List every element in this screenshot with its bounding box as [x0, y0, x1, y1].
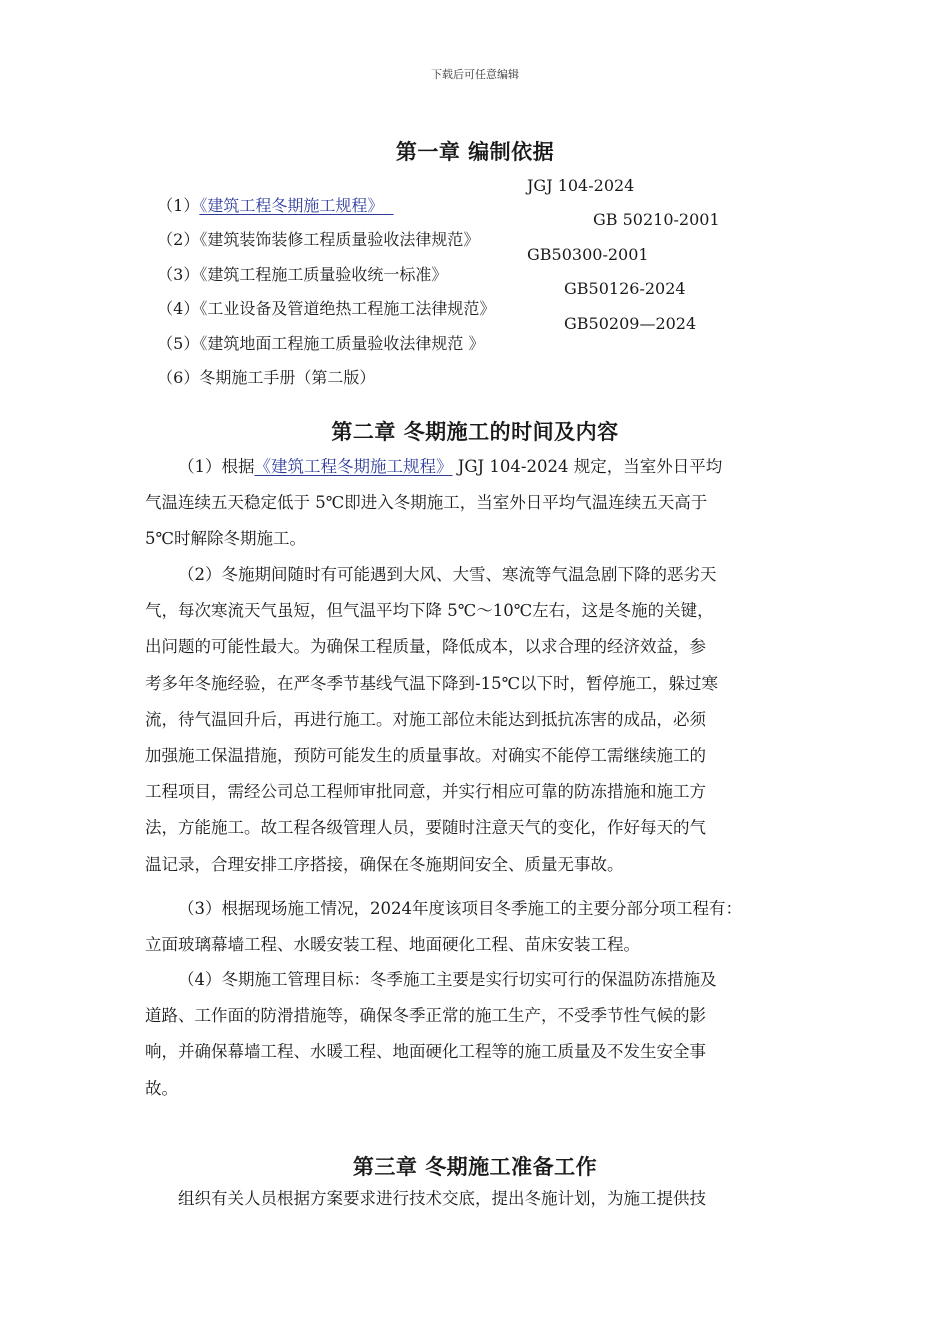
reference-code: JGJ 104-2024: [527, 176, 635, 195]
paragraph-line: 道路、工作面的防滑措施等，确保冬季正常的施工生产，不受季节性气候的影: [145, 1006, 706, 1026]
reference-number: （6）: [157, 368, 200, 387]
reference-code: GB50209—2024: [564, 314, 697, 333]
reference-item: [147, 348, 375, 388]
chapter-1-title: 第一章 编制依据: [395, 140, 555, 164]
paragraph-line: （4）冬期施工管理目标：冬季施工主要是实行切实可行的保温防冻措施及: [178, 970, 717, 989]
paragraph-line: 组织有关人员根据方案要求进行技术交底，提出冬施计划，为施工提供技: [178, 1189, 706, 1208]
paragraph-line: 气，每次寒流天气虽短，但气温平均下降 5℃～10℃左右，这是冬施的关键，: [145, 601, 714, 621]
reference-link[interactable]: 《建筑工程冬期施工规程》: [199, 196, 384, 215]
page-header-note: 下载后可任意编辑: [431, 68, 519, 81]
regulation-link[interactable]: 《建筑工程冬期施工规程》: [254, 457, 453, 476]
paragraph-line: 响，并确保幕墙工程、水暖工程、地面硬化工程等的施工质量及不发生安全事: [145, 1042, 706, 1062]
reference-number: （4）: [157, 299, 200, 318]
chapter-2-paragraph-1: [145, 449, 809, 558]
reference-code: GB50126-2024: [564, 279, 686, 298]
paragraph-line: （3）根据现场施工情况，2024年度该项目冬季施工的主要分部分项工程有：: [178, 899, 742, 918]
paragraph-line: （1）根据《建筑工程冬期施工规程》 JGJ 104-2024 规定，当室外日平均: [178, 457, 723, 476]
chapter-2-title: 第二章 冬期施工的时间及内容: [331, 420, 619, 444]
chapter-2-paragraph-4: [145, 962, 809, 1107]
paragraph-line: 立面玻璃幕墙工程、水暖安装工程、地面硬化工程、苗床安装工程。: [145, 935, 640, 955]
reference-number: （2）: [157, 230, 200, 249]
paragraph-line: 5℃时解除冬期施工。: [145, 529, 306, 549]
reference-code: GB 50210-2001: [593, 210, 720, 229]
reference-name: 冬期施工手册（第二版）: [199, 368, 376, 387]
paragraph-line: 故。: [145, 1078, 178, 1098]
paragraph-line: 气温连续五天稳定低于 5℃即进入冬期施工，当室外日平均气温连续五天高于: [145, 493, 708, 513]
paragraph-line: 法，方能施工。故工程各级管理人员，要随时注意天气的变化，作好每天的气: [145, 818, 706, 838]
paragraph-line: 加强施工保温措施，预防可能发生的质量事故。对确实不能停工需继续施工的: [145, 746, 706, 766]
reference-number: （3）: [157, 265, 200, 284]
paragraph-line: （2）冬施期间随时有可能遇到大风、大雪、寒流等气温急剧下降的恶劣天: [178, 565, 717, 584]
chapter-2-paragraph-3: [145, 891, 809, 963]
chapter-2-paragraph-2: [145, 557, 809, 883]
reference-name: 《建筑地面工程施工质量验收法律规范 》: [199, 334, 485, 353]
paragraph-line: 考多年冬施经验，在严冬季节基线气温下降到-15℃以下时，暂停施工，躲过寒: [145, 673, 719, 693]
reference-name: 《工业设备及管道绝热工程施工法律规范》: [199, 299, 496, 318]
reference-name: 《建筑工程施工质量验收统一标准》: [199, 265, 448, 284]
reference-number: （5）: [157, 334, 200, 353]
chapter-3-title: 第三章 冬期施工准备工作: [352, 1155, 598, 1179]
paragraph-line: 工程项目，需经公司总工程师审批同意，并实行相应可靠的防冻措施和施工方: [145, 782, 706, 802]
chapter-3-paragraph-1: [145, 1181, 809, 1217]
paragraph-line: 温记录，合理安排工序搭接，确保在冬施期间安全、质量无事故。: [145, 854, 624, 874]
reference-code: GB50300-2001: [527, 245, 649, 264]
reference-name: 《建筑装饰装修工程质量验收法律规范》: [199, 230, 480, 249]
reference-number: （1）: [157, 196, 200, 215]
paragraph-line: 出问题的可能性最大。为确保工程质量，降低成本，以求合理的经济效益，参: [145, 637, 706, 657]
paragraph-line: 流，待气温回升后，再进行施工。对施工部位未能达到抵抗冻害的成品，必须: [145, 709, 706, 729]
